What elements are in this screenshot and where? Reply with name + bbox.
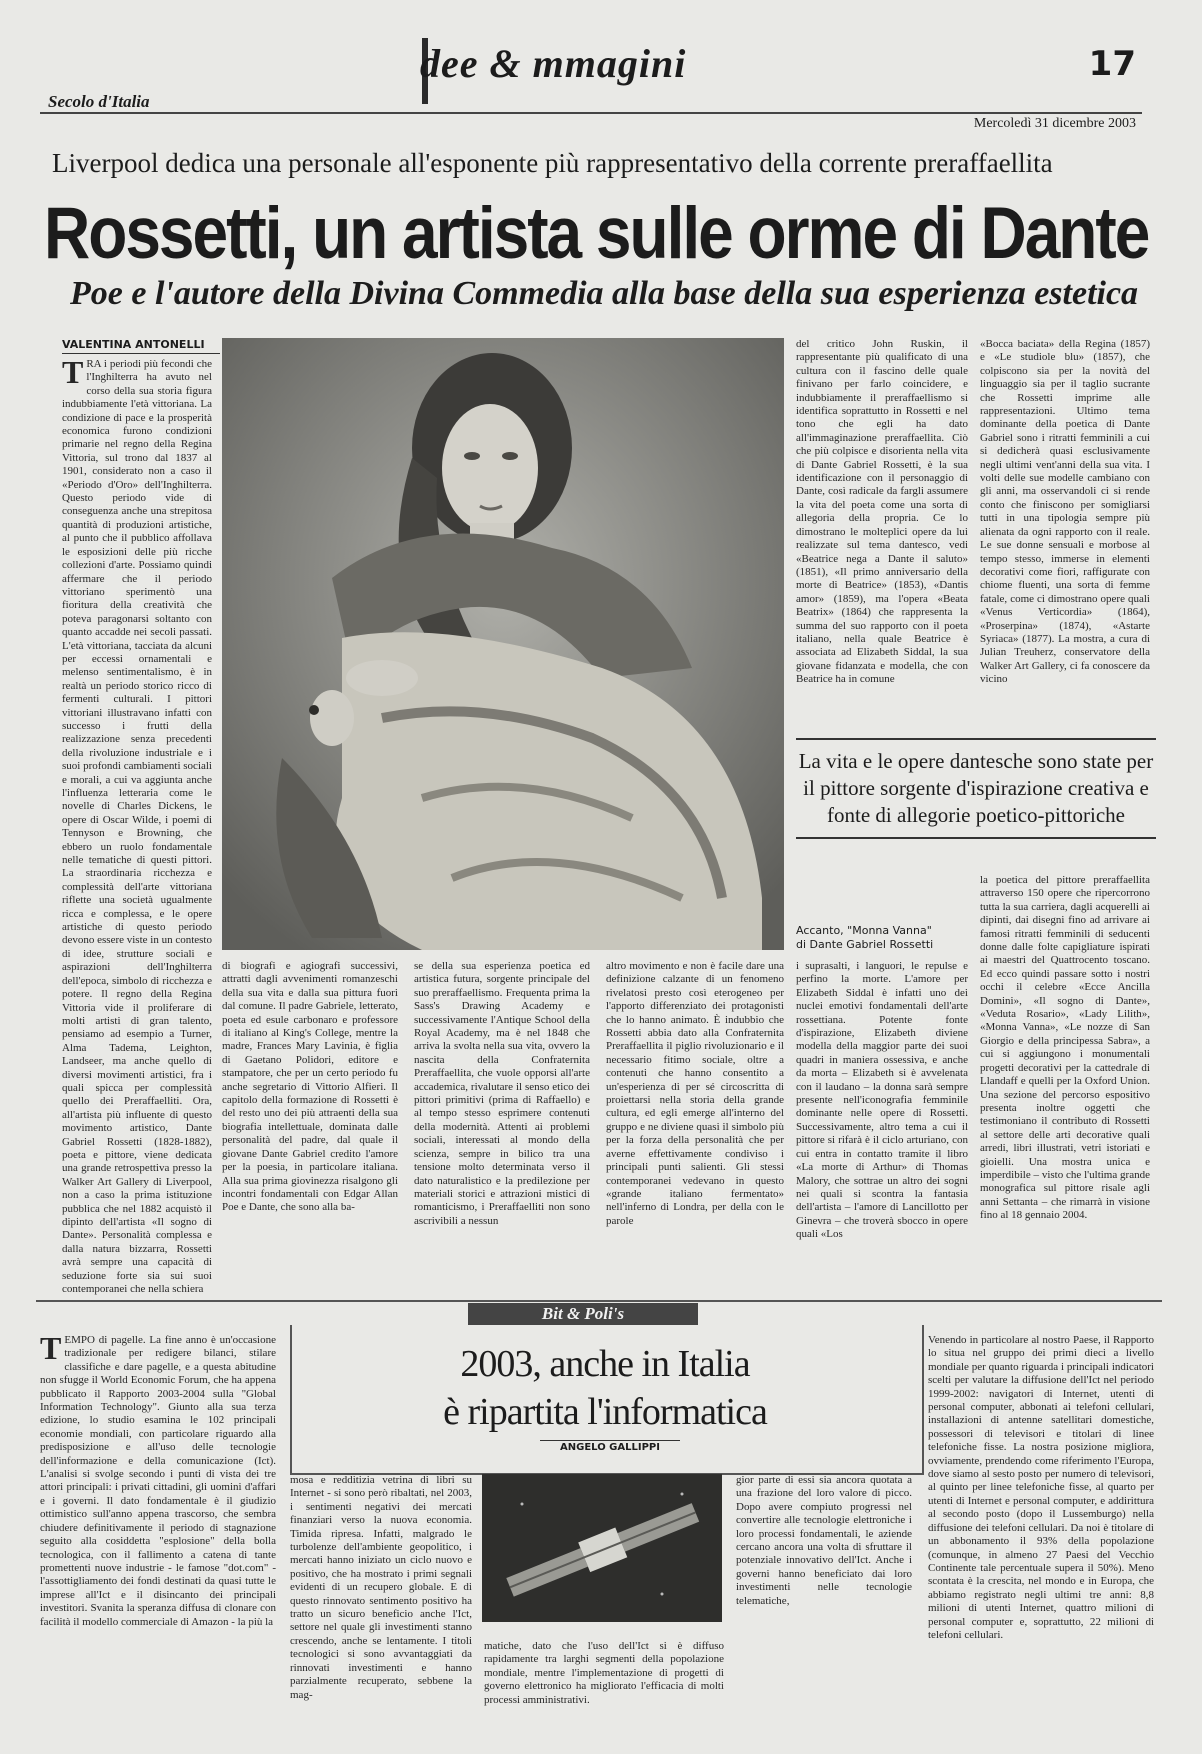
page-number: 17 (1088, 44, 1136, 84)
article-col5-top-text: «Bocca baciata» della Regina (1857) e «Le studiole blu» (1857), che colpiscono sia per la novità del linguaggio sia per il taglio sucrante che Rossetti imprime alle rappresentazioni. Ultimo tema dominante della poetica di Dante Gabriel sono i ritratti femminili a cui si dedicherà quasi esclusivamente negli ultimi vent'anni della sua vita. I volti delle sue modelle cambiano con gli anni, ma osservandoli ci si rende conto che finiscono per somigliarsi tutti in una tipologia sempre più alienata da ogni rapporto con il reale. Le sue donne sensuali e morbose al tempo stesso, immerse in elementi decorativi come fiori, raffigurate con chiome fluenti, una sorta di femme fatale, come ci dimostrano opere quali «Venus Verticordia» (1864), «Proserpina» (1874), «Astarte Syriaca» (1877). La mostra, a cura di Julian Treuherz, conservatore della Walker Art Gallery, ci fa conoscere da vicino (980, 338, 1150, 686)
article-col6-text: la poetica del pittore preraffaellita attraverso 150 opere che ripercorrono tutta la sua carriera, dagli acquerelli ai dipinti, dai disegni fino ad arrivare ai famosi ritratti femminili di seducenti donne dalle folte capigliature ispirati ai maestri del Quattrocento toscano. Ed ecco quindi passare sotto i nostri occhi il celebre «Ecce Ancilla Domini», «Il sogno di Dante», «Veduta Rosario», «Lady Lilith», «Monna Vanna», «Le nozze di San Giorgio e della principessa Sabra», a cui si aggiungono i monumentali progetti decorativi per la cattedrale di Llandaff e quelli per la Oxford Union. Una sezione del percorso espositivo presenta inoltre oggetti che testimoniano il contributo di Rossetti al settore delle arti decorative quali arredi, libri illustrati, vetri istoriati e gioielli. Una mostra unica e imperdibile – visto che l'ultima grande monografica sul pittore risale agli anni Settanta – che rimarrà in visione fino al 18 gennaio 2004. (980, 874, 1150, 1222)
article-column-5b (796, 960, 968, 1280)
bit-dropcap: T (40, 1334, 62, 1366)
article-column-6b (980, 874, 1150, 1280)
article-column-3 (414, 960, 590, 1280)
bit-col5-text: Venendo in particolare al nostro Paese, il Rapporto lo situa nel gruppo dei primi dieci a livello mondiale per quanto riguarda i principali indicatori scelti per valutare la diffusione dell'Ict nel periodo 1999-2002: navigatori di Internet, utenti di personal computer, abbonati ai telefoni cellulari, installazioni di antenne satellitari domestiche, possessori di televisori e titolari di linee telefoniche fisse. La nostra posizione migliora, ovviamente, prendendo come riferimento l'Europa, dove siamo al sesto posto per numero di televisori, al quinto per linee telefoniche fisse, al quarto per utenti di Internet e personal computer, e addirittura al secondo posto (dopo il Lussemburgo) nella diffusione dei telefoni cellulari. Da noi è titolare di un abbonamento il 93% della popolazione (comunque, in almeno 27 Paesi del Vecchio Continente tale percentuale supera il 50%). Meno scontata è la crescita, nel mondo e in Europa, che abbiamo registrato negli ultimi tre anni: 8,8 milioni di utenti Internet, quattro milioni di personal computer e, soprattutto, 22 milioni di telefoni cellulari. (928, 1334, 1154, 1641)
section-title: dee & mmagini (420, 41, 687, 86)
article-column-1 (62, 358, 212, 1328)
article-col1-text: RA i periodi più fecondi che l'Inghilterra ha avuto nel corso della sua storia figura indubbiamente l'età vittoriana. La condizione di pace e la prosperità economica furono condizioni primarie nel regno della Regina Vittoria, sul trono dal 1837 al 1901, considerato non a caso il «Periodo d'Oro» dell'Inghilterra. Questo periodo vide di conseguenza anche una strepitosa quantità di produzioni artistiche, al punto che il pubblico affollava le esposizioni delle più ricche collezioni d'arte. Possiamo quindi affermare che il periodo vittoriano sperimentò una fioritura della creatività che poteva paragonarsi soltanto con quanto accadde nei secoli passati. L'età vittoriana, tacciata da alcuni per eccessi ornamentali e melenso sentimentalismo, è in realtà un periodo storico ricco di fermenti culturali. I pittori vittoriani illustravano infatti con successo i frutti della realizzazione senza precedenti della rivoluzione industriale e i suoi profondi cambiamenti sociali e morali, a cui va aggiunta anche l'influenza letteraria come le novelle di Charles Dickens, le opere di Oscar Wilde, i poemi di Tennyson e Browning, che ebbero un ruolo fondamentale nelle tematiche di questi pittori. La straordinaria ricchezza e complessità dell'arte vittoriana riflette una società ugualmente ricca e complessa, e le opere artistiche di questo periodo devono essere viste in un contesto di idee, strutture sociali e aspirazioni dell'Inghilterra dell'epoca, simbolo di ricchezza e potere. Il regno della Regina Vittoria vide il proliferare di molti artisti di gran talento, pensiamo ad esempio a Turner, Alma Tadema, Leighton, Landseer, ma anche quello di diversi movimenti artistici, fra i quali spicca per complessità quello dei Preraffaelliti. Ora, all'artista più influente di questo movimento artistico, Dante Gabriel Rossetti (1828-1882), poeta e pittore, viene dedicata una grande retrospettiva presso la Walker Art Gallery di Liverpool, non a caso la prima istituzione pubblica che nel 1882 acquistò il dipinto dell'artista «Il sogno di Dante». Personalità complessa e dalla natura bizzarra, Rossetti avrà sempre una capacità di seduzione forte sia sui suoi contemporanei che nella schiera (62, 358, 212, 1296)
article-kicker: Liverpool dedica una personale all'esponente più rappresentativo della corrente preraffaellita (52, 148, 1053, 178)
article-col3-text: se della sua esperienza poetica ed artistica futura, sorgente principale del suo preraffaellismo. Frequenta prima la Sass's Drawing Academy e successivamente l'Antique School della Royal Academy, ma è nel 1848 che arriva la svolta nella sua vita, ovvero la nascita della Confraternita Preraffaellita, che vuole opporsi all'arte accademica, rivalutare il senso etico dei pittori primitivi (prima di Raffaello) e al tempo stesso esprimere contenuti della modernità. Attenti ai problemi sociali, interessati al mondo della scienza, sempre in bilico tra una tensione molto determinata verso il dato naturalistico e la predilezione per materiali storici e attrazioni mistici di romanticismo, i Preraffaelliti non sono ascrivibili a nessun (414, 960, 590, 1227)
bit-column-1 (40, 1334, 276, 1734)
newspaper-name: Secolo d'Italia (48, 92, 150, 111)
masthead-rule (40, 112, 1142, 114)
caption-line-1: Accanto, "Monna Vanna" (796, 924, 932, 937)
bit-col2-text: mosa e redditizia vetrina di libri su Internet - si sono però ribaltati, nel 2003, i sentimenti negativi dei mercati finanziari verso la nuova economia. Timida ripresa. Infatti, malgrado le turbolenze dell'ambiente geopolitico, i mercati hanno iniziato un ciclo nuovo e positivo, che ha mostrato i primi segnali evidenti di un recupero globale. E di questo rinnovato sentimento positivo ha tratto un sicuro beneficio anche l'Ict, settore nel quale gli investimenti stanno crescendo, anche se lentamente. I titoli tecnologici si sono avvantaggiati da rinnovati investimenti e hanno parzialmente recuperato, sebbene la mag- (290, 1474, 472, 1701)
bit-col3-text: matiche, dato che l'uso dell'Ict si è diffuso rapidamente tra larghi segmenti della popolazione mondiale, mentre l'implementazione di progetti di governo elettronico ha migliorato l'efficacia di molti processi amministrativi. (484, 1640, 724, 1706)
article-byline: VALENTINA ANTONELLI (62, 338, 220, 354)
satellite-image (482, 1474, 722, 1622)
bit-headline-line-2: è ripartita l'informatica (443, 1391, 767, 1433)
bit-headline-line-1: 2003, anche in Italia (460, 1343, 750, 1385)
section-divider (36, 1300, 1162, 1302)
portrait-illustration (222, 338, 784, 950)
bit-col4-text: gior parte di essi sia ancora quotata a una frazione del loro valore di picco. Dopo avere compiuto progressi nel convertire alle tecnologie elettroniche i loro processi fondamentali, le aziende cercano ancora una volta di sfruttare il potenziale innovativo dell'Ict. Anche i governi hanno beneficiato dai loro investimenti nelle tecnologie telematiche, (736, 1474, 912, 1607)
article-column-2 (222, 960, 398, 1280)
bit-section-label: Bit & Poli's (468, 1303, 698, 1325)
bit-column-2 (290, 1474, 472, 1736)
article-col4-top-text: del critico John Ruskin, il rappresentante più qualificato di una cultura con il fascino delle quale finivano per farlo coincidere, e indubbiamente il preraffaellismo si identifica soprattutto in Rossetti e nel tono che egli ha dato all'immaginazione preraffaellita. Ciò che più colpisce e disorienta nella vita di Dante Gabriel Rossetti, è la sua identificazione con il personaggio di Dante, così radicale da fargli assumere la vita del poeta come una sorta di allegoria della propria. Ce lo dimostrano le molteplici opere da lui realizzate sul tema dantesco, vedi «Beatrice nega a Dante il saluto» (1851), «Il primo anniversario della morte di Beatrice» (1853), «Dantis amor» (1859), ma l'opera «Beata Beatrix» (1864) che rappresenta la summa del suo rapporto con il poeta italiano, nella quale Beatrice è associata ad Elizabeth Siddal, la sua giovane fidanzata e modella, che con Beatrice ha in comune (796, 338, 968, 686)
article-column-4 (606, 960, 784, 1280)
article-col4-text: altro movimento e non è facile dare una definizione calzante di un fenomeno rivelatosi presto così eterogeneo per l'apporto differenziato dei protagonisti che lo hanno animato. È indubbio che Rossetti abbia dato alla Confraternita Preraffaellita il piglio rivoluzionario e il necessario fitimo sociale, oltre a contenuti che hanno consentito a un'esperienza di per sé circoscritta di proiettarsi nella storia della grande cultura, ed egli emerge all'interno del gruppo e ne diviene quasi il simbolo più per la forza della personalità che per averne effettivamente condiviso i principali punti salienti. Gli stessi contemporanei vedevano in questo «grande italiano fermentato» nell'inferno di Londra, per della con le parole (606, 960, 784, 1227)
photo-caption (796, 924, 956, 952)
satellite-illustration (482, 1474, 722, 1622)
painting-monna-vanna (222, 338, 784, 950)
date-line: Mercoledì 31 dicembre 2003 (973, 116, 1136, 131)
bit-column-5 (928, 1334, 1154, 1734)
article-headline: Rossetti, un artista sulle orme di Dante (44, 191, 1149, 274)
article-col5-text: i suprasalti, i languori, le repulse e perfino la morte. L'amore per Elizabeth Siddal è infatti uno dei nuclei emotivi fondamentali dell'arte rossettiana. Potente fonte d'ispirazione, Elizabeth diviene modella della maggior parte dei suoi quadri in maniera ossessiva, e anche da morta – Elizabeth si è avvelenata con il laudano – la donna sarà sempre presente nell'iconografia femminile dominante nelle opere di Rossetti. Successivamente, altro tema a cui il pittore si rifarà è il ciclo arturiano, con cui entra in contatto tramite il libro «La morte di Arthur» di Thomas Malory, che sottrae un altro dei sogni nei quali si scontra la fantasia dell'artista – l'amore di Lancillotto per Ginevra – che troverà sbocco in opere quali «Los (796, 960, 968, 1241)
bit-column-4 (736, 1474, 912, 1736)
pullquote: La vita e le opere dantesche sono state per il pittore sorgente d'ispirazione creativa e fonte di allegorie poetico-pittoriche (796, 738, 1156, 839)
caption-line-2: di Dante Gabriel Rossetti (796, 938, 934, 951)
article-column-5 (796, 338, 968, 724)
article-column-6 (980, 338, 1150, 724)
bit-byline: ANGELO GALLIPPI (540, 1440, 680, 1453)
bit-headline (300, 1340, 910, 1436)
bit-col1-text: EMPO di pagelle. La fine anno è un'occasione tradizionale per redigere bilanci, stilare classifiche e dare pagelle, e a questa abitudine non sfugge il World Economic Forum, che ha appena pubblicato il Rapporto 2003-2004 sulla "Global Information Technology". Giunto alla sua terza edizione, lo studio esamina le 102 principali economie mondiali, con particolare riguardo alla predisposizione e all'uso delle tecnologie dell'informazione e della comunicazione (Ict). L'analisi si svolge secondo i punti di vista dei tre attori principali: i privati cittadini, gli uomini d'affari e i governi. Il dato fondamentale è il giudizio ottimistico sull'anno appena trascorso, che sembra chiudere definitivamente il periodo di stagnazione seguito alla cosiddetta "esplosione" della bolla tecnologica, con il fallimento a catena di tante promettenti nuove industrie - le famose "dot.com" - l'assottigliamento dei fondi destinati da quasi tutte le imprese all'Ict e il disincanto dei principali investitori. Svanita la speranza diffusa di clonare con facilità il modello commerciale di Amazon - la più la (40, 1334, 276, 1628)
dropcap: T (62, 358, 84, 390)
article-col2-text: di biografi e agiografi successivi, attratti dagli avvenimenti romanzeschi della sua vita e dalla sua pittura fuori dal comune. Il padre Gabriele, letterato, poeta ed esule carbonaro e professore di italiano al King's College, mentre la madre, Frances Mary Lavinia, è figlia di Gaetano Polidori, editore e stampatore, che per un certo periodo fu anche segretario di Vittorio Alfieri. Il capitolo della formazione di Rossetti è del resto uno dei più attraenti della sua biografia intellettuale, dominata dalle personalità del padre, dal quale il giovane Dante Gabriel credito l'amore per la poesia, in particolare italiana. Alla sua prima giovinezza risalgono gli incontri fondamentali con Edgar Allan Poe e Dante, che sono alla ba- (222, 960, 398, 1214)
bit-column-3 (484, 1640, 724, 1736)
article-subhead: Poe e l'autore della Divina Commedia alla base della sua esperienza estetica (70, 275, 1139, 312)
